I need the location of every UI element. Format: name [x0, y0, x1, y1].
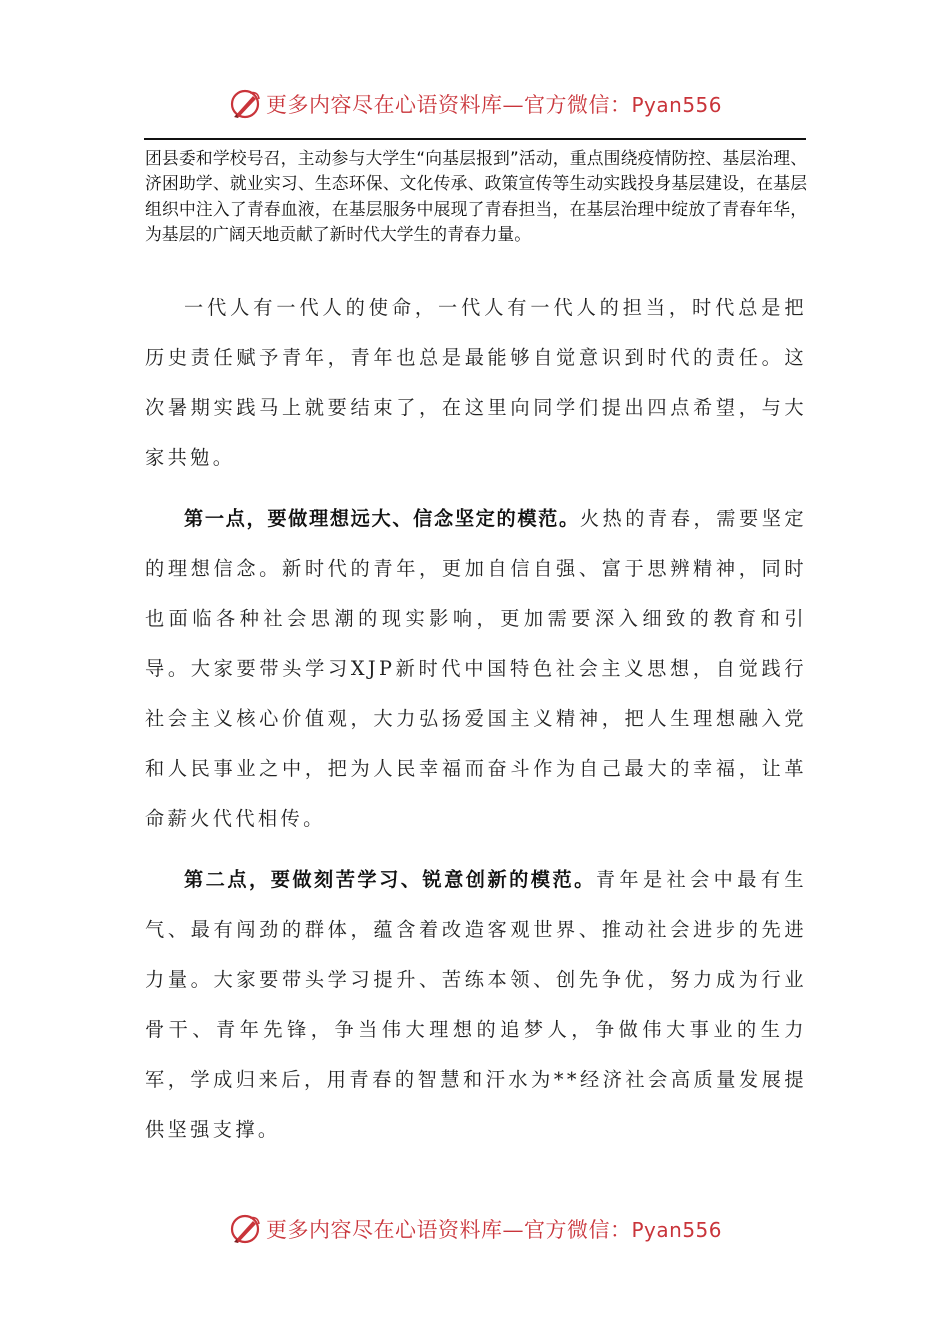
pen-logo-icon: [228, 1212, 262, 1246]
paragraph-point-1: [145, 494, 807, 844]
point-2-heading: 第二点，要做刻苦学习、锐意创新的模范。: [184, 868, 596, 891]
continued-paragraph: 团县委和学校号召，主动参与大学生“向基层报到”活动，重点围绕疫情防控、基层治理、济困助学、就业实习、生态环保、文化传承、政策宣传等生动实践投身基层建设，在基层组织中注入了青春血液，在基层服务中展现了青春担当，在基层治理中绽放了青春年华，为基层的广阔天地贡献了新时代大学生的青春力量。: [145, 148, 807, 245]
paragraph-point-2: [145, 855, 807, 1155]
header-rule: [144, 138, 806, 140]
point-1-text: 火热的青春，需要坚定的理想信念。新时代的青年，更加自信自强、富于思辨精神，同时也面临各种社会思潮的现实影响，更加需要深入细致的教育和引导。大家要带头学习XJP新时代中国特色社会主义思想，自觉践行社会主义核心价值观，大力弘扬爱国主义精神，把人生理想融入党和人民事业之中，把为人民幸福而奋斗作为自己最大的幸福，让革命薪火代代相传。: [145, 507, 808, 830]
pen-logo-icon: [228, 87, 262, 121]
point-1-heading: 第一点，要做理想远大、信念坚定的模范。: [184, 507, 580, 530]
header-banner-text: 更多内容尽在心语资料库—官方微信：Pyan556: [265, 93, 722, 117]
footer-banner: [0, 1209, 950, 1249]
paragraph-mission: 一代人有一代人的使命，一代人有一代人的担当，时代总是把历史责任赋予青年，青年也总是最能够自觉意识到时代的责任。这次暑期实践马上就要结束了，在这里向同学们提出四点希望，与大家共勉。: [145, 296, 807, 469]
header-banner: [0, 84, 950, 124]
footer-banner-text: 更多内容尽在心语资料库—官方微信：Pyan556: [265, 1218, 722, 1242]
point-2-text: 青年是社会中最有生气、最有闯劲的群体，蕴含着改造客观世界、推动社会进步的先进力量。大家要带头学习提升、苦练本领、创先争优，努力成为行业骨干、青年先锋，争当伟大理想的追梦人，争做伟大事业的生力军，学成归来后，用青春的智慧和汗水为**经济社会高质量发展提供坚强支撑。: [145, 868, 807, 1141]
